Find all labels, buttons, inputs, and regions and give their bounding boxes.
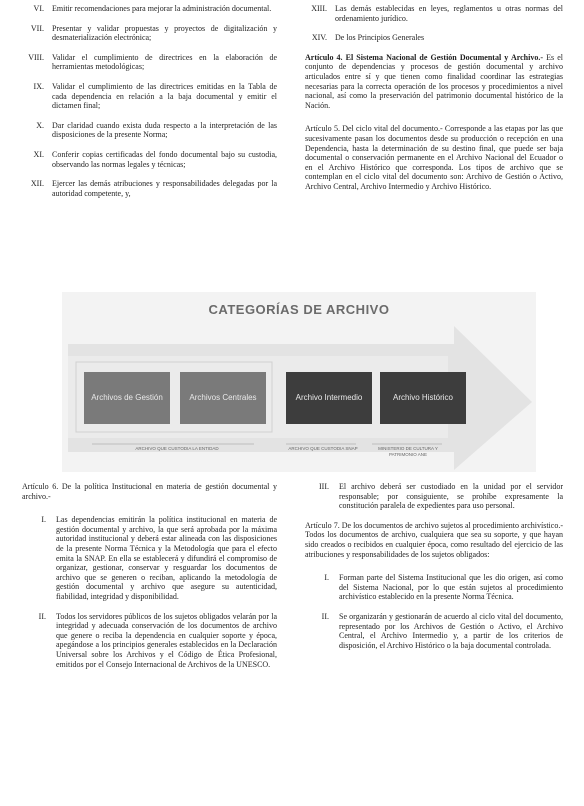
caption-snap: ARCHIVO QUE CUSTODIA SNAP xyxy=(288,446,358,451)
list-item xyxy=(305,612,563,650)
item-text: Las demás establecidas en leyes, reglamentos u otras normas del ordenamiento jurídico. xyxy=(335,4,563,23)
list-item xyxy=(22,82,277,111)
list-item xyxy=(22,150,277,169)
item-text: Conferir copias certificadas del fondo documental bajo su custodia, observando las normas legales y técnicas; xyxy=(52,149,277,169)
item-number: III. xyxy=(319,482,329,491)
list-item xyxy=(305,4,563,23)
item-text: Las dependencias emitirán la política institucional en materia de gestión documental y archivo, la que será aprobada por la máxima autoridad institucional y deberá estar alineada con las disposiciones de la presente Norma Técnica y la Metodología que para el efecto emita la SNAP. En ella se establecerá y difundirá el compromiso de organizar, gestionar, conservar y resguardar los documentos de archivo que se generen o reciban, aplicando la metodología de gestión documental y archivo que asegure su autenticidad, fiabilidad, integridad y disponibilidad. xyxy=(56,515,277,601)
diagram-title: CATEGORÍAS DE ARCHIVO xyxy=(208,302,390,317)
item-text: Forman parte del Sistema Institucional que les dio origen, así como del Sistema Nacional, por lo que están sujetos al procedimiento archivístico establecido en la presente Norma Técnica. xyxy=(339,573,563,602)
list-item xyxy=(22,612,277,670)
item-number: XIII. xyxy=(311,4,327,13)
item-number: XIV. xyxy=(311,33,327,43)
item-text: Validar el cumplimiento de las directrices emitidas en la Tabla de cada dependencia en relación a la baja documental y emitir el dictamen final; xyxy=(52,81,277,111)
archive-categories-diagram xyxy=(62,292,536,472)
article-4-heading: Artículo 4. El Sistema Nacional de Gestión Documental y Archivo.- xyxy=(305,52,544,62)
item-number: XII. xyxy=(30,179,44,189)
list-item xyxy=(22,24,277,43)
box-archivo-historico: Archivo Histórico xyxy=(380,372,466,424)
caption-entidad: ARCHIVO QUE CUSTODIA LA ENTIDAD xyxy=(135,446,219,451)
item-number: VIII. xyxy=(28,52,44,62)
item-text: Ejercer las demás atribuciones y responsabilidades delegadas por la autoridad competente, y, xyxy=(52,179,277,198)
right-column-top xyxy=(305,4,563,206)
item-text: De los Principios Generales xyxy=(335,33,425,43)
article-7: Artículo 7. De los documentos de archivo sujetos al procedimiento archivístico.- Todos los documentos de archivo, cualquiera que sea su soporte, y que hayan sido creados o recibidos en cualquier época, como resultado del ejercicio de las atribuciones y responsabilidades de los sujetos obligados: xyxy=(305,520,563,559)
item-text: El archivo deberá ser custodiado en la unidad por el servidor responsable; por consiguiente, se prohíbe expresamente la constitución paralela de expedientes para uso personal. xyxy=(339,482,563,511)
article-4-body: Es el conjunto de dependencias y procesos de gestión documental y archivo articulados entre sí y que tienen como finalidad coordinar las estrategias necesarias para la correcta operación de los procesos y procedimientos a nivel nacional, así como la preservación del patrimonio documental histórico de la Nación. xyxy=(305,52,564,110)
item-text: Se organizarán y gestionarán de acuerdo al ciclo vital del documento, representado por los Archivos de Gestión o Activo, el Archivo Central, el Archivo Intermedio y, a partir de los criterios de disposición, el Archivo Histórico o la baja documental controlada. xyxy=(339,611,563,650)
item-number: II. xyxy=(321,611,329,621)
box-archivos-centrales: Archivos Centrales xyxy=(180,372,266,424)
item-number: I. xyxy=(41,515,46,525)
list-item xyxy=(305,33,563,43)
left-column-bottom xyxy=(22,482,277,679)
box-archivo-intermedio: Archivo Intermedio xyxy=(286,372,372,424)
list-item xyxy=(305,482,563,511)
box-archivos-gestion: Archivos de Gestión xyxy=(84,372,170,424)
item-number: IX. xyxy=(33,81,44,91)
list-item xyxy=(305,573,563,602)
list-item xyxy=(22,4,277,14)
item-number: II. xyxy=(38,611,46,621)
article-5: Artículo 5. Del ciclo vital del documento.- Corresponde a las etapas por las que sucesivamente pasan los documentos desde su producción o recepción en una Dependencia, hasta la determinación de su destino final, que puede ser baja documental o conservación permanente en el Archivo Nacional del Ecuador o en el Archivo Histórico que corresponda. Los tipos de archivo que se contemplan en el ciclo vital del documento son: Archivo de Gestión o Activo, Archivo Central, Archivo Intermedio y Archivo Histórico. xyxy=(305,124,563,191)
item-text: Dar claridad cuando exista duda respecto a la interpretación de las disposiciones de la presente Norma; xyxy=(52,120,277,140)
item-text: Todos los servidores públicos de los sujetos obligados velarán por la integridad y adecuada conservación de los documentos de archivo que genere o reciba la dependencia en cualquier soporte y época, apegándose a los principios generales establecidos en la Declaración Universal sobre los Archivos y el Código de Ética Profesional, emitidos por el Consejo Internacional de Archivos de la UNESCO. xyxy=(56,611,277,669)
item-number: XI. xyxy=(33,149,44,159)
item-text: Validar el cumplimiento de directrices en la elaboración de herramientas metodológicas; xyxy=(52,52,277,72)
list-item xyxy=(22,53,277,72)
item-text: Emitir recomendaciones para mejorar la administración documental. xyxy=(52,4,272,13)
right-column-bottom xyxy=(305,482,563,660)
caption-ministerio: MINISTERIO DE CULTURA Y PATRIMONIO ANE xyxy=(378,446,438,457)
left-column-top xyxy=(22,4,277,208)
item-number: X. xyxy=(36,120,44,130)
article-6: Artículo 6. De la política Institucional en materia de gestión documental y archivo.- xyxy=(22,482,277,501)
article-4 xyxy=(305,53,563,111)
item-number: VII. xyxy=(30,23,44,33)
item-text: Presentar y validar propuestas y proyectos de digitalización y desmaterialización electrónica; xyxy=(52,23,277,43)
list-item xyxy=(22,121,277,140)
list-item xyxy=(22,515,277,601)
list-item xyxy=(22,179,277,198)
item-number: I. xyxy=(324,573,329,583)
item-number: VI. xyxy=(33,4,44,13)
